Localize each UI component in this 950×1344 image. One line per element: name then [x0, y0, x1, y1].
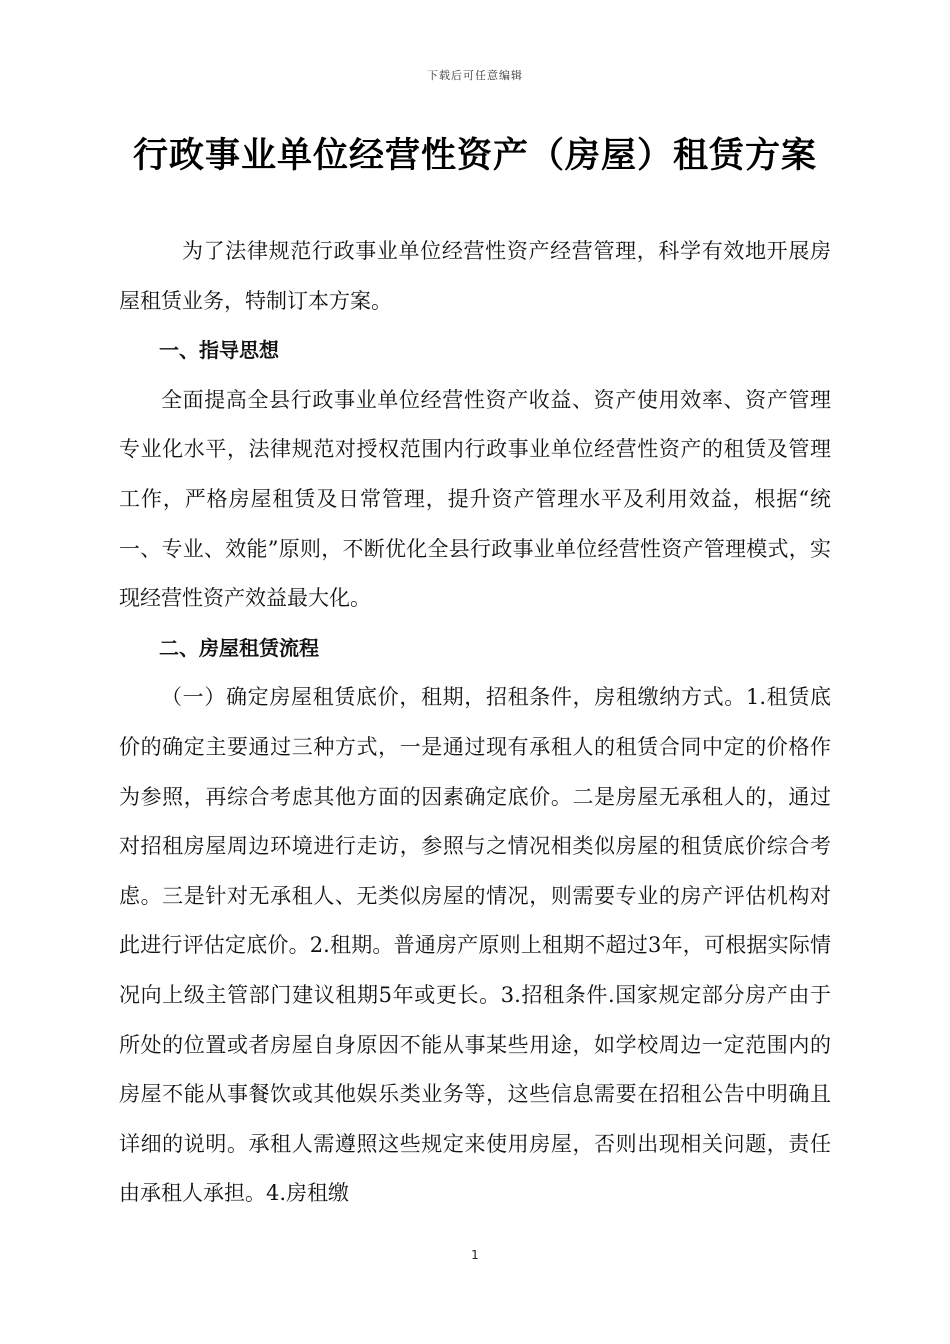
document-title: 行政事业单位经营性资产（房屋）租赁方案	[132, 135, 817, 176]
intro-paragraph: 为了法律规范行政事业单位经营性资产经营管理，科学有效地开展房屋租赁业务，特制订本方案。	[119, 239, 831, 313]
section-heading-rental-process: 二、房屋租赁流程	[159, 635, 319, 660]
section-heading-guiding-ideology: 一、指导思想	[159, 338, 279, 363]
section-paragraph-guiding-ideology: 全面提高全县行政事业单位经营性资产收益、资产使用效率、资产管理专业化水平，法律规范对授权范围内行政事业单位经营性资产的租赁及管理工作，严格房屋租赁及日常管理，提升资产管理水平及利用效益，根据“统一、专业、效能”原则，不断优化全县行政事业单位经营性资产管理模式，实现经营性资产效益最大化。	[119, 387, 831, 611]
header-note: 下载后可任意编辑	[427, 69, 523, 82]
document-body	[119, 227, 831, 1219]
section-paragraph-rental-process: （一）确定房屋租赁底价，租期，招租条件，房租缴纳方式。1.租赁底价的确定主要通过三种方式，一是通过现有承租人的租赁合同中定的价格作为参照，再综合考虑其他方面的因素确定底价。二是房屋无承租人的，通过对招租房屋周边环境进行走访，参照与之情况相类似房屋的租赁底价综合考虑。三是针对无承租人、无类似房屋的情况，则需要专业的房产评估机构对此进行评估定底价。2.租期。普通房产原则上租期不超过3年，可根据实际情况向上级主管部门建议租期5年或更长。3.招租条件.国家规定部分房产由于所处的位置或者房屋自身原因不能从事某些用途，如学校周边一定范围内的房屋不能从事餐饮或其他娱乐类业务等，这些信息需要在招租公告中明确且详细的说明。承租人需遵照这些规定来使用房屋，否则出现相关问题，责任由承租人承担。4.房租缴	[119, 685, 831, 1206]
page-number: 1	[471, 1248, 479, 1262]
